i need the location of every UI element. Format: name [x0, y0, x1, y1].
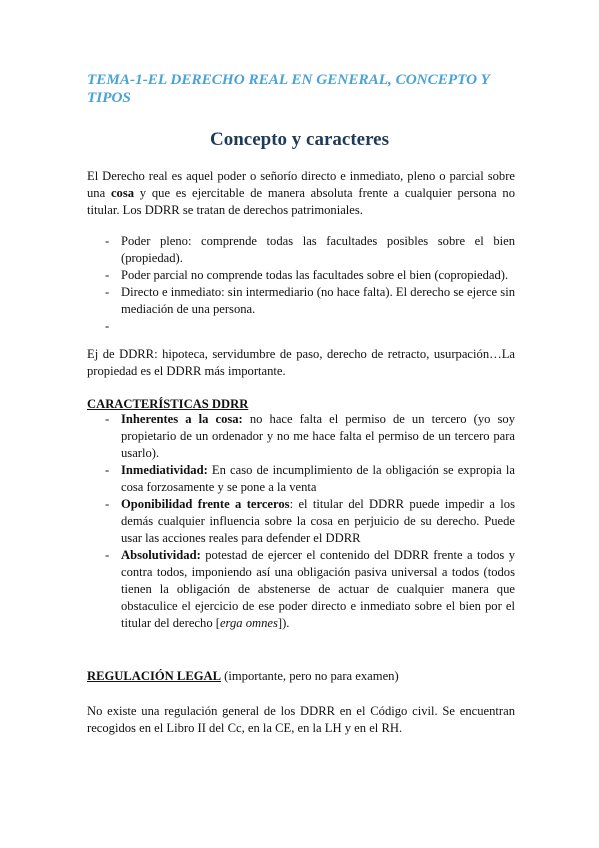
intro-text-1: El Derecho real es aquel poder o señorío directo e inmediato, pleno o parcial sobre una	[87, 169, 515, 200]
bullet-dash: -	[105, 463, 110, 477]
legal-heading	[87, 668, 399, 685]
bullet-dash: -	[105, 319, 110, 333]
bullet-dash: -	[105, 234, 110, 248]
characteristic-term: Inherentes a la cosa:	[121, 412, 243, 426]
document-title: TEMA-1-EL DERECHO REAL EN GENERAL, CONCEPTO Y TIPOS	[87, 71, 490, 106]
characteristic-term: Inmediatividad:	[121, 463, 208, 477]
characteristic-text: En caso de incumplimiento de la obligación se expropia la cosa forzosamente y se pone a la venta	[121, 463, 515, 494]
characteristic-text-end: ]).	[277, 616, 290, 630]
characteristic-italic: erga omnes	[219, 616, 278, 630]
power-text: Poder parcial no comprende todas las facultades sobre el bien (copropiedad).	[121, 268, 509, 282]
characteristic-text: : el titular del DDRR puede impedir a los demás cualquier influencia sobre la cosa en perjuicio de su derecho. Puede usar las acciones reales para defender el DDRR	[121, 497, 515, 545]
bullet-dash: -	[105, 285, 110, 299]
list-item	[87, 284, 515, 318]
examples-paragraph: Ej de DDRR: hipoteca, servidumbre de paso, derecho de retracto, usurpación…La propiedad es el DDRR más importante.	[87, 347, 515, 378]
powers-list	[87, 233, 515, 335]
power-text: Poder pleno: comprende todas las facultades posibles sobre el bien (propiedad).	[121, 234, 515, 265]
characteristics-list	[87, 411, 515, 632]
power-text: Directo e inmediato: sin intermediario (no hace falta). El derecho se ejerce sin mediación de una persona.	[121, 285, 515, 316]
bullet-dash: -	[105, 548, 110, 562]
section-subtitle: Concepto y caracteres	[209, 129, 390, 150]
intro-bold-term: cosa	[110, 186, 135, 200]
legal-heading-note: (importante, pero no para examen)	[221, 669, 399, 683]
bullet-dash: -	[105, 412, 110, 426]
bullet-dash: -	[105, 497, 110, 511]
list-item	[87, 547, 515, 632]
characteristics-heading-text: CARACTERÍSTICAS DDRR	[87, 397, 249, 411]
legal-heading-text: REGULACIÓN LEGAL	[87, 669, 222, 683]
legal-paragraph: No existe una regulación general de los DDRR en el Código civil. Se encuentran recogidos en el Libro II del Cc, en la CE, en la LH y en el RH.	[87, 704, 515, 735]
characteristic-term: Absolutividad:	[121, 548, 201, 562]
intro-paragraph	[87, 168, 515, 219]
list-item	[87, 411, 515, 462]
characteristic-term: Oponibilidad frente a terceros	[121, 497, 290, 511]
characteristic-text: potestad de ejercer el contenido del DDRR frente a todos y contra todos, imponiendo así una obligación pasiva universal a todos (todos tienen la obligación de abstenerse de actuar de cualquier manera que obstaculice el ejercicio de ese poder directo e inmediato sobre el bien por el titular del derecho [	[121, 548, 515, 630]
list-item	[87, 462, 515, 496]
list-item	[87, 318, 515, 335]
list-item	[87, 233, 515, 267]
intro-text-2: y que es ejercitable de manera absoluta frente a cualquier persona no titular. Los DDRR se tratan de derechos patrimoniales.	[87, 186, 515, 217]
bullet-dash: -	[105, 268, 110, 282]
characteristic-text: no hace falta el permiso de un tercero (yo soy propietario de un ordenador y no me hace falta el permiso de un tercero para usarlo).	[121, 412, 515, 460]
list-item	[87, 267, 515, 284]
list-item	[87, 496, 515, 547]
